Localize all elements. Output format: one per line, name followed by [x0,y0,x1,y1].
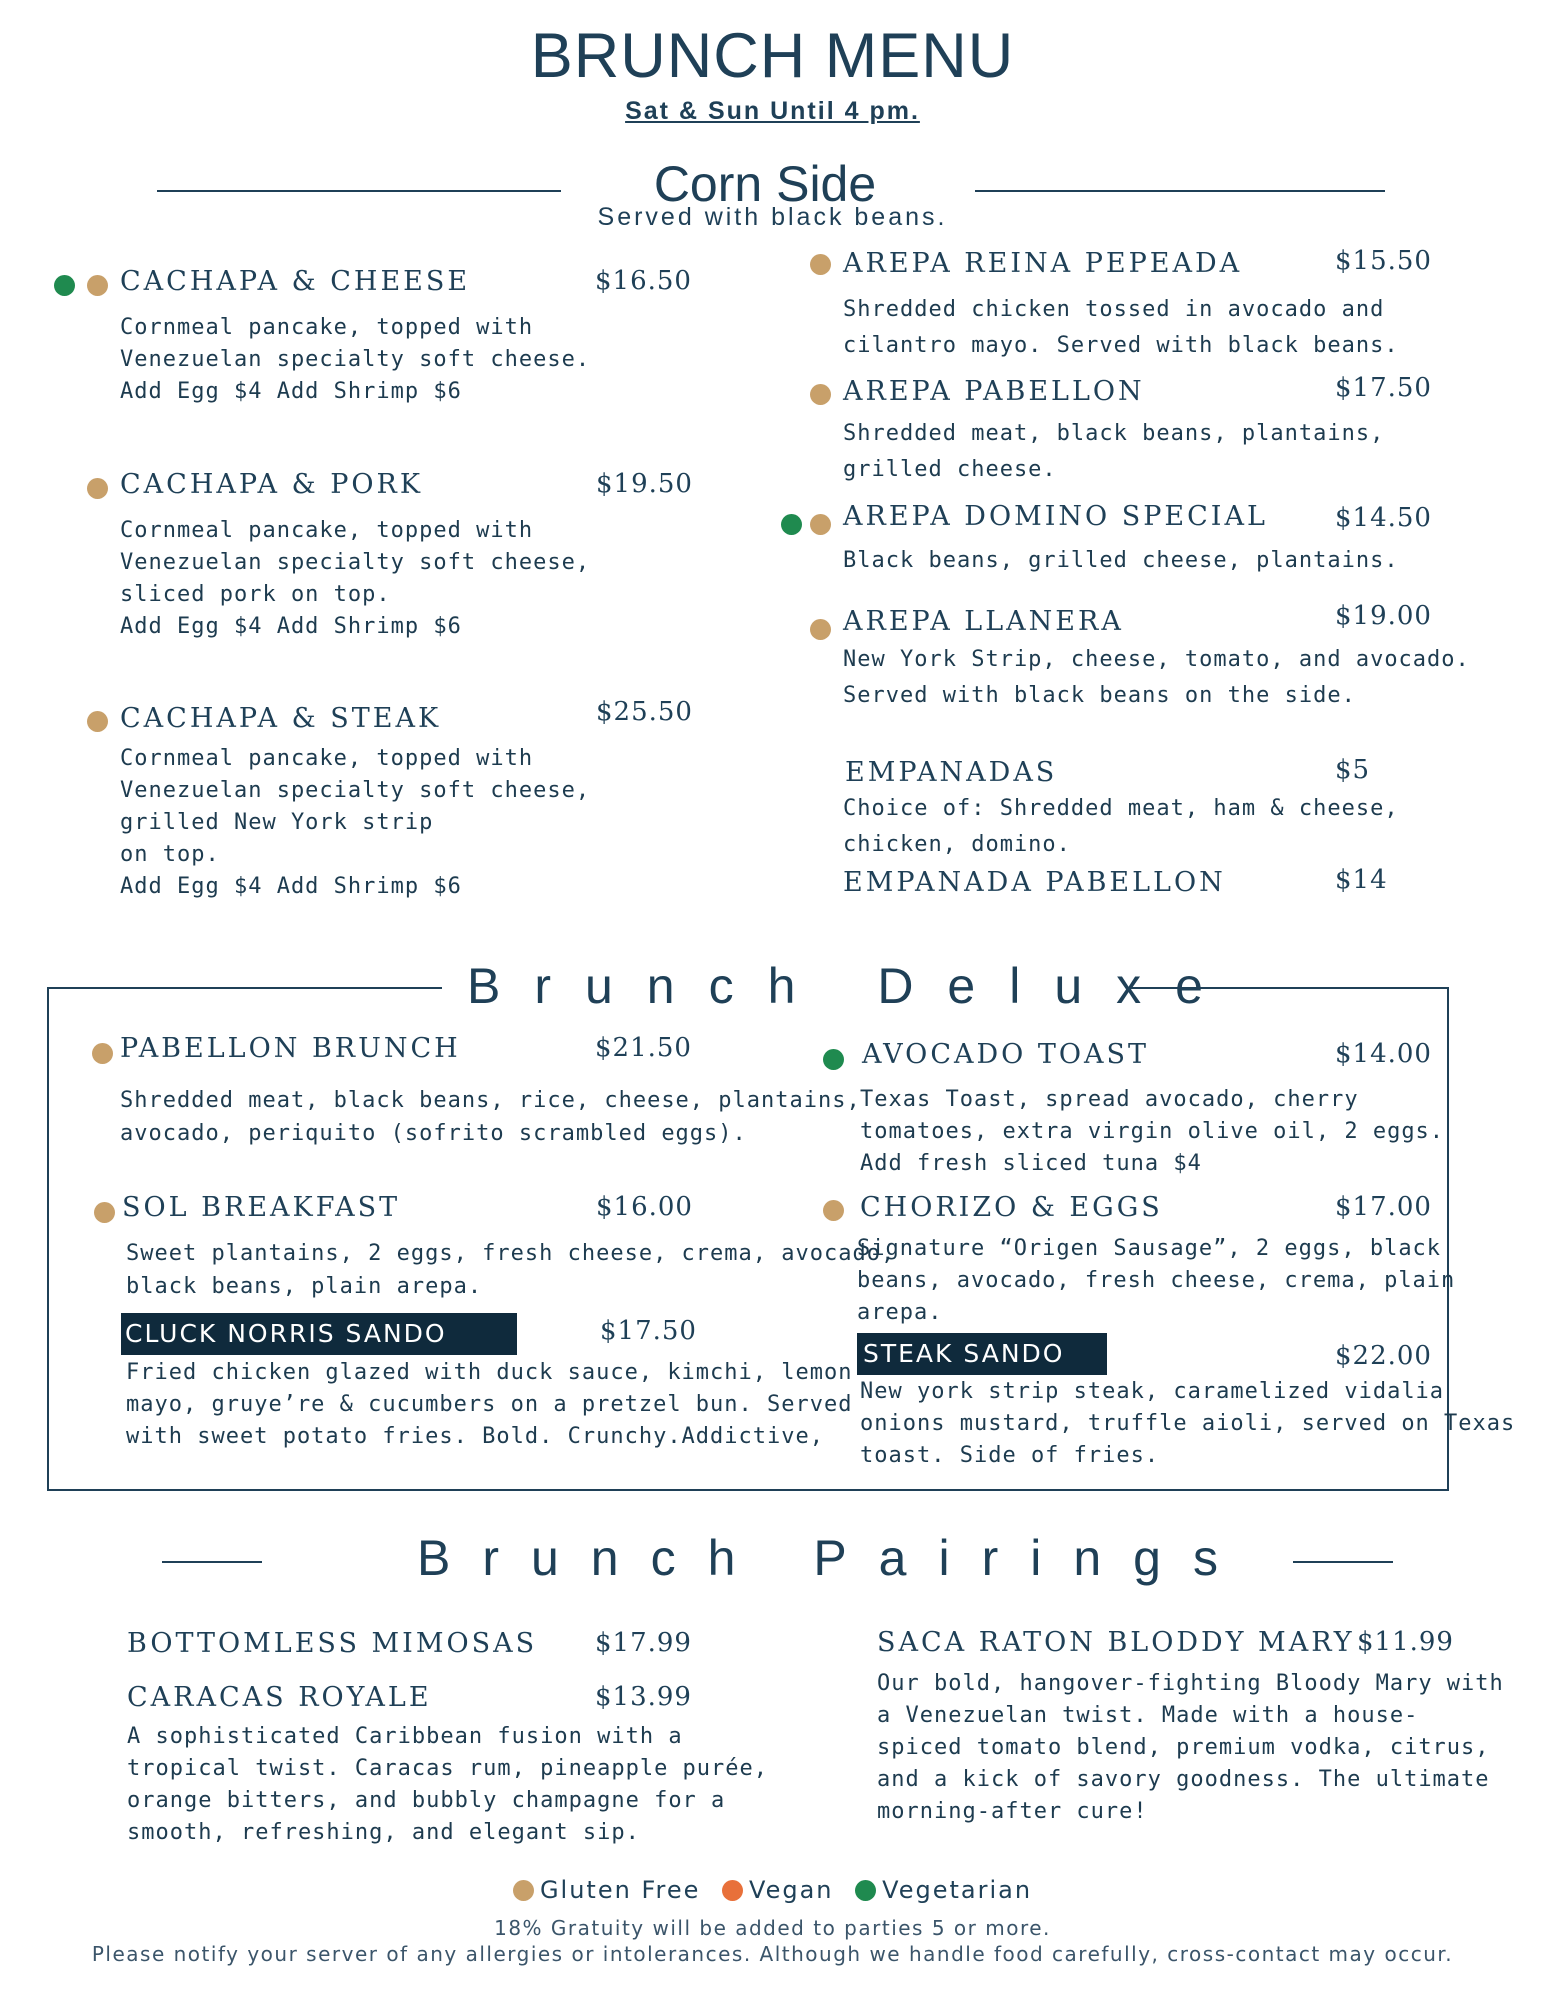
gluten-free-dot-icon [94,1202,115,1223]
vegetarian-dot-icon [781,514,802,535]
menu-item-name: CARACAS ROYALE [127,1682,432,1713]
menu-item-name: CACHAPA & CHEESE [120,266,471,297]
menu-item-name: SOL BREAKFAST [122,1192,401,1223]
dietary-legend [0,1876,1545,1904]
menu-item-price: $15.50 [1335,246,1432,276]
menu-item-name: PABELLON BRUNCH [120,1033,461,1064]
menu-item-description: Cornmeal pancake, topped with Venezuelan specialty soft cheese. Add Egg $4 Add Shrimp $6 [120,315,591,404]
menu-item-description: Sweet plantains, 2 eggs, fresh cheese, crema, avocado, black beans, plain arepa. [126,1241,896,1299]
vegetarian-dot-icon [855,1880,876,1901]
menu-item-price: $17.50 [600,1316,697,1346]
gluten-free-dot-icon [87,275,108,296]
divider-line [162,1561,262,1563]
menu-item-price: $16.00 [596,1192,693,1222]
menu-item-name: EMPANADA PABELLON [843,867,1226,898]
menu-item-price: $11.99 [1357,1627,1454,1657]
section-heading-corn-side: Corn Side [653,156,877,212]
menu-item-name: AVOCADO TOAST [862,1039,1149,1070]
menu-item-name: SACA RATON BLODDY MARY [877,1627,1355,1658]
menu-item-name: EMPANADAS [845,757,1058,788]
menu-item-description: A sophisticated Caribbean fusion with a tropical twist. Caracas rum, pineapple purée, orange bitters, and bubbly champagne for a smooth, refreshing, and elegant sip. [127,1724,769,1845]
hours-subtitle: Sat & Sun Until 4 pm. [625,97,920,125]
menu-item-description: Shredded meat, black beans, plantains, grilled cheese. [843,421,1385,482]
menu-item-name: CACHAPA & PORK [120,469,424,500]
divider-line [1293,1561,1393,1563]
menu-item-price: $16.50 [595,266,692,296]
menu-item-price: $17.00 [1335,1192,1432,1222]
section-heading-brunch-deluxe: Brunch Deluxe [467,958,1237,1014]
menu-item-price: $14.00 [1335,1039,1432,1069]
menu-item-price: $14 [1335,865,1388,895]
gluten-free-dot-icon [810,514,831,535]
gluten-free-dot-icon [513,1880,534,1901]
allergy-note: Please notify your server of any allergies or intolerances. Although we handle food carefully, cross-contact may occur. [91,1942,1454,1966]
menu-item-price: $5 [1335,755,1371,785]
menu-item-description: New york strip steak, caramelized vidalia onions mustard, truffle aioli, served on Texas toast. Side of fries. [860,1379,1516,1468]
menu-item-price: $19.00 [1335,601,1432,631]
gluten-free-dot-icon [823,1200,844,1221]
menu-item-name: AREPA PABELLON [843,376,1145,407]
menu-item-description: Our bold, hangover-fighting Bloody Mary with a Venezuelan twist. Made with a house- spiced tomato blend, premium vodka, citrus, and a kick of savory goodness. The ultimate morning-after cure! [877,1671,1504,1824]
menu-item-description: New York Strip, cheese, tomato, and avocado. Served with black beans on the side. [843,647,1470,708]
section-heading-brunch-pairings: Brunch Pairings [417,1530,1250,1586]
menu-item-price: $17.50 [1335,373,1432,403]
menu-item-description: Shredded meat, black beans, rice, cheese, plantains, avocado, periquito (sofrito scrambled eggs). [120,1088,861,1146]
gluten-free-dot-icon [810,254,831,275]
menu-item-price: $17.99 [595,1628,692,1658]
menu-item-description: Cornmeal pancake, topped with Venezuelan specialty soft cheese, grilled New York strip on top. Add Egg $4 Add Shrimp $6 [120,746,591,899]
gluten-free-dot-icon [810,619,831,640]
vegetarian-dot-icon [823,1049,844,1070]
menu-item-description: Black beans, grilled cheese, plantains. [843,548,1399,573]
menu-item-price: $19.50 [596,469,693,499]
divider-line [47,987,442,989]
page-title: BRUNCH MENU [530,21,1015,91]
menu-item-description: Texas Toast, spread avocado, cherry tomatoes, extra virgin olive oil, 2 eggs. Add fresh sliced tuna $4 [860,1087,1445,1176]
menu-item-description: Signature “Origen Sausage”, 2 eggs, black beans, avocado, fresh cheese, crema, plain arepa. [857,1236,1456,1325]
menu-item-name-highlight: CLUCK NORRIS SANDO [121,1313,517,1355]
menu-item-price: $22.00 [1335,1341,1432,1371]
menu-item-name: AREPA REINA PEPEADA [843,248,1243,279]
gluten-free-dot-icon [92,1043,113,1064]
menu-item-description: Cornmeal pancake, topped with Venezuelan specialty soft cheese, sliced pork on top. Add Egg $4 Add Shrimp $6 [120,518,591,639]
menu-item-name: AREPA LLANERA [843,606,1124,637]
menu-item-price: $25.50 [596,697,693,727]
gluten-free-dot-icon [87,711,108,732]
vegan-dot-icon [722,1880,743,1901]
menu-item-description: Shredded chicken tossed in avocado and cilantro mayo. Served with black beans. [843,297,1399,358]
menu-item-price: $13.99 [595,1682,692,1712]
legend-gluten-free: Gluten Free [513,1876,700,1904]
menu-item-name: CACHAPA & STEAK [120,703,442,734]
gluten-free-dot-icon [810,384,831,405]
section-note: Served with black beans. [597,203,948,231]
gluten-free-dot-icon [87,478,108,499]
menu-item-name-highlight: STEAK SANDO [857,1333,1107,1375]
menu-item-description: Fried chicken glazed with duck sauce, kimchi, lemon mayo, gruye’re & cucumbers on a pretzel bun. Served with sweet potato fries. Bold. Crunchy.Addictive, [126,1360,853,1449]
menu-item-price: $21.50 [595,1033,692,1063]
menu-item-name: AREPA DOMINO SPECIAL [843,501,1268,532]
menu-item-price: $14.50 [1335,503,1432,533]
gratuity-note: 18% Gratuity will be added to parties 5 or more. [494,1916,1051,1940]
menu-item-name: CHORIZO & EGGS [860,1192,1163,1223]
legend-vegetarian: Vegetarian [855,1876,1032,1904]
legend-vegan: Vegan [722,1876,833,1904]
menu-item-description: Choice of: Shredded meat, ham & cheese, chicken, domino. [843,796,1399,857]
menu-item-name: BOTTOMLESS MIMOSAS [127,1628,538,1659]
vegetarian-dot-icon [54,275,75,296]
